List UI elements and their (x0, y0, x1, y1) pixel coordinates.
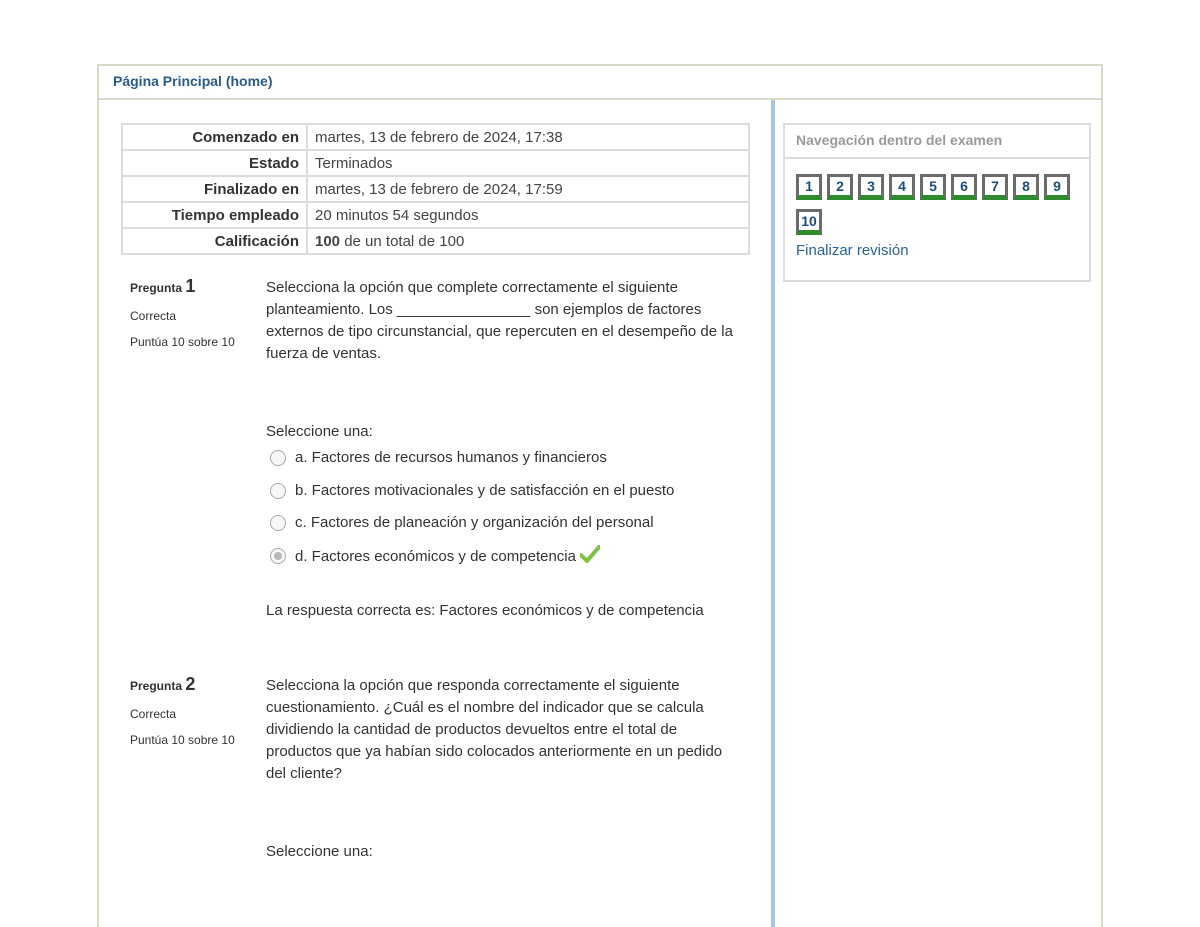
question-1-option-b[interactable] (270, 482, 674, 499)
nav-question-9-button[interactable]: 9 (1044, 174, 1070, 200)
quiz-navigation-panel (783, 123, 1091, 282)
summary-label: Tiempo empleado (122, 202, 307, 228)
question-2-info (130, 674, 235, 759)
finish-review-link[interactable]: Finalizar revisión (796, 242, 909, 259)
question-1-prompt: Seleccione una: (266, 423, 373, 440)
summary-label: Estado (122, 150, 307, 176)
summary-value: martes, 13 de febrero de 2024, 17:59 (307, 176, 749, 202)
summary-row-grade (122, 228, 749, 254)
question-2-text: Selecciona la opción que responda correctamente el siguiente cuestionamiento. ¿Cuál es el nombre del indicador que se calcula dividiendo la cantidad de productos devueltos entre el total de productos que ya habían sido colocados anteriormente en un pedido del cliente? (266, 677, 723, 782)
summary-label: Calificación (122, 228, 307, 254)
question-number: 1 (185, 276, 196, 296)
summary-label: Finalizado en (122, 176, 307, 202)
summary-row-started (122, 124, 749, 150)
radio-button[interactable] (270, 483, 286, 499)
grade-total: de un total de 100 (340, 232, 465, 250)
correct-check-icon (580, 545, 600, 567)
attempt-summary-table (121, 123, 750, 255)
question-label: Pregunta (130, 281, 183, 295)
question-1-info (130, 276, 235, 361)
nav-question-3-button[interactable]: 3 (858, 174, 884, 200)
question-1-option-a[interactable] (270, 449, 607, 466)
radio-button[interactable] (270, 515, 286, 531)
nav-question-4-button[interactable]: 4 (889, 174, 915, 200)
summary-label: Comenzado en (122, 124, 307, 150)
question-label: Pregunta (130, 679, 183, 693)
nav-question-5-button[interactable]: 5 (920, 174, 946, 200)
summary-value: Terminados (307, 150, 749, 176)
column-divider (771, 100, 775, 927)
nav-question-8-button[interactable]: 8 (1013, 174, 1039, 200)
summary-row-finished (122, 176, 749, 202)
top-bar (97, 64, 1103, 100)
option-label: d. Factores económicos y de competencia (295, 547, 576, 565)
radio-button-selected[interactable] (270, 548, 286, 564)
question-1-option-c[interactable] (270, 514, 654, 531)
nav-question-7-button[interactable]: 7 (982, 174, 1008, 200)
question-score: Puntúa 10 sobre 10 (130, 733, 235, 747)
option-label: c. Factores de planeación y organización del personal (295, 514, 654, 531)
breadcrumb-home-link[interactable]: Página Principal (home) (113, 73, 273, 89)
summary-row-time (122, 202, 749, 228)
question-1-option-d[interactable] (270, 545, 600, 567)
option-label: b. Factores motivacionales y de satisfacción en el puesto (295, 482, 675, 499)
question-1-text: Selecciona la opción que complete correctamente el siguiente planteamiento. Los ________________ son ejemplos de factores externos de tipo circunstancial, que repercuten en el desempeño de la fuerza de ventas. (266, 279, 733, 362)
nav-question-2-button[interactable]: 2 (827, 174, 853, 200)
question-status: Correcta (130, 707, 177, 721)
nav-question-6-button[interactable]: 6 (951, 174, 977, 200)
nav-question-1-button[interactable]: 1 (796, 174, 822, 200)
summary-value: martes, 13 de febrero de 2024, 17:38 (307, 124, 749, 150)
question-2-prompt: Seleccione una: (266, 843, 373, 860)
nav-question-10-button[interactable]: 10 (796, 209, 822, 235)
grade-value: 100 (315, 232, 341, 250)
option-label: a. Factores de recursos humanos y financieros (295, 449, 607, 466)
question-status: Correcta (130, 309, 177, 323)
question-1-correct-answer: La respuesta correcta es: Factores económicos y de competencia (266, 602, 704, 619)
summary-row-state (122, 150, 749, 176)
quiz-navigation-title: Navegación dentro del examen (785, 125, 1089, 159)
summary-value (307, 228, 749, 254)
radio-button[interactable] (270, 450, 286, 466)
summary-value: 20 minutos 54 segundos (307, 202, 749, 228)
question-score: Puntúa 10 sobre 10 (130, 335, 235, 349)
question-number: 2 (185, 674, 196, 694)
